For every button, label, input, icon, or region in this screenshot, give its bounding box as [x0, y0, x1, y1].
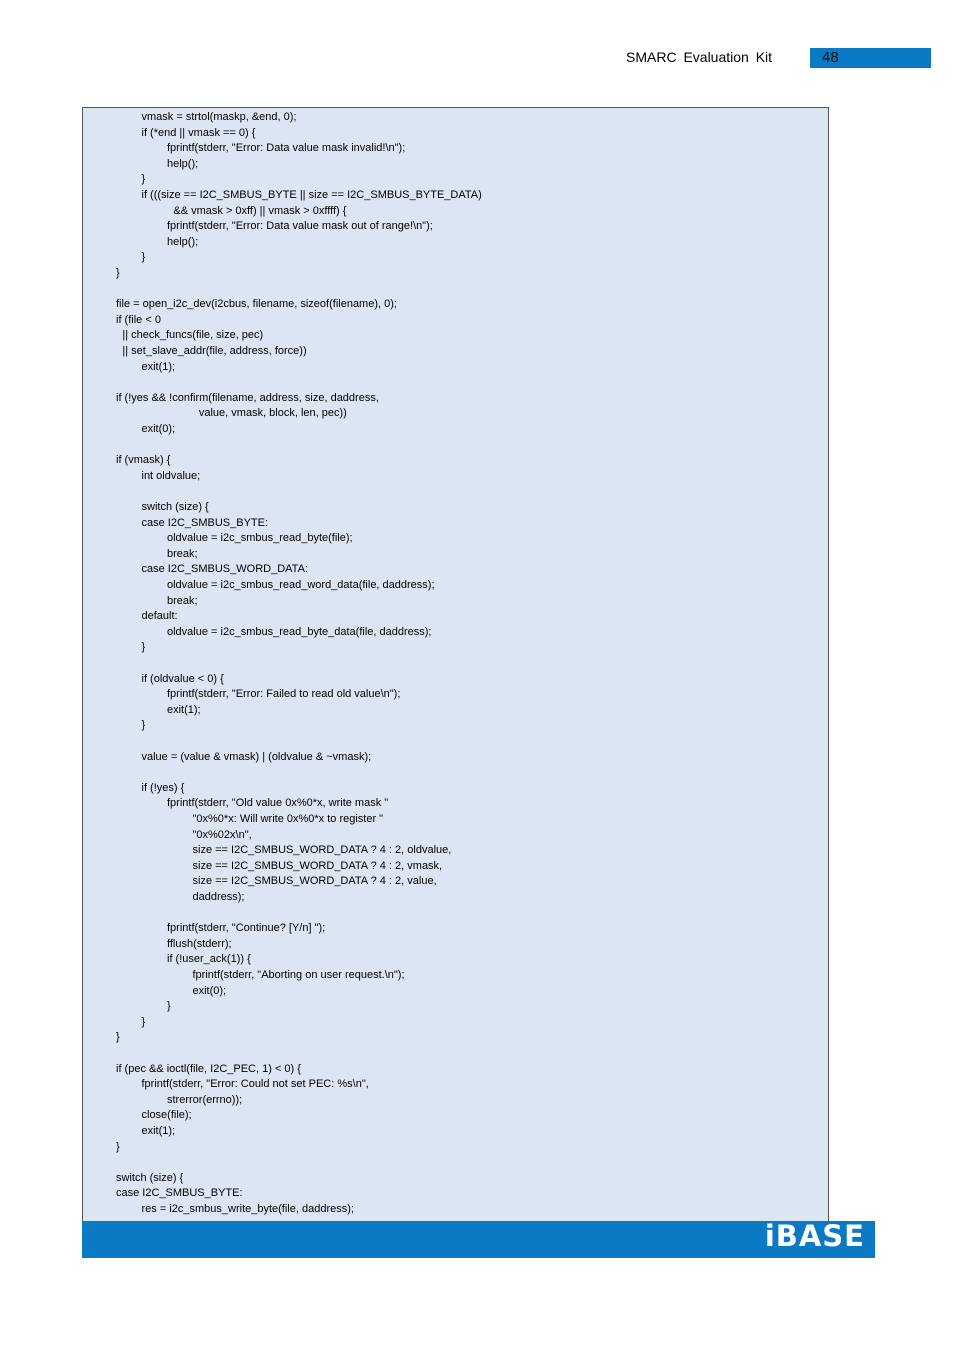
code-listing-box [82, 107, 829, 1222]
code-line: strerror(errno)); [167, 1093, 243, 1106]
code-line: if (pec && ioctl(file, I2C_PEC, 1) < 0) { [116, 1062, 301, 1075]
code-line: int oldvalue; [141, 469, 201, 482]
code-line: if (!user_ack(1)) { [167, 953, 251, 966]
code-line: exit(1); [167, 703, 201, 716]
code-line: break; [167, 594, 198, 607]
code-line: daddress); [192, 891, 245, 903]
code-line: case I2C_SMBUS_WORD_DATA: [141, 563, 308, 576]
code-line: file = open_i2c_dev(i2cbus, filename, sizeof(filename), 0); [116, 298, 397, 311]
code-line: } [116, 1140, 120, 1153]
code-line: oldvalue = i2c_smbus_read_byte_data(file, daddress); [167, 625, 432, 638]
code-line: exit(0); [192, 984, 227, 997]
code-line: if (((size == I2C_SMBUS_BYTE || size == I2C_SMBUS_BYTE_DATA) [141, 189, 482, 201]
code-line: } [141, 719, 146, 732]
code-line: case I2C_SMBUS_BYTE: [141, 516, 269, 529]
code-line: switch (size) { [141, 501, 209, 513]
code-line: } [116, 1031, 120, 1044]
code-line: fprintf(stderr, "Aborting on user request.\n"); [192, 969, 405, 981]
code-line: } [141, 173, 146, 186]
code-line: case I2C_SMBUS_BYTE: [116, 1187, 243, 1200]
page-number: 48 [822, 49, 839, 66]
header-title: SMARC Evaluation Kit [626, 49, 773, 65]
code-line: close(file); [141, 1109, 192, 1122]
code-line: exit(0); [141, 423, 176, 435]
code-line: oldvalue = i2c_smbus_read_byte(file); [167, 532, 353, 545]
code-line: value = (value & vmask) | (oldvalue & ~vmask); [141, 750, 372, 763]
code-line: fprintf(stderr, "Error: Data value mask invalid!\n"); [167, 142, 406, 155]
code-line: help(); [167, 235, 199, 248]
code-line: if (*end || vmask == 0) { [141, 126, 256, 139]
code-line: value, vmask, block, len, pec)) [198, 407, 347, 420]
footer-bar [82, 1221, 875, 1258]
code-line: "0x%02x\n", [192, 828, 252, 841]
code-line: switch (size) { [116, 1171, 184, 1184]
code-line: fprintf(stderr, "Continue? [Y/n] "); [167, 922, 326, 935]
code-line: fflush(stderr); [167, 937, 232, 950]
ibase-logo: iBASE [764, 1219, 865, 1253]
code-line: break; [167, 547, 198, 560]
code-line: if (!yes) { [141, 781, 185, 794]
code-line: size == I2C_SMBUS_WORD_DATA ? 4 : 2, vmask, [192, 859, 443, 872]
code-line: default: [141, 610, 178, 623]
code-line: "0x%0*x: Will write 0x%0*x to register " [192, 813, 384, 825]
code-line: } [141, 641, 146, 654]
code-line: fprintf(stderr, "Error: Data value mask out of range!\n"); [167, 220, 433, 233]
code-line: || set_slave_addr(file, address, force)) [122, 345, 307, 357]
code-line: size == I2C_SMBUS_WORD_DATA ? 4 : 2, oldvalue, [192, 844, 452, 857]
code-line: fprintf(stderr, "Error: Could not set PEC: %s\n", [141, 1078, 369, 1091]
code-line: oldvalue = i2c_smbus_read_word_data(file, daddress); [167, 579, 435, 591]
code-line: vmask = strtol(maskp, &end, 0); [141, 111, 297, 123]
page-number-bar [810, 48, 931, 68]
code-line: } [141, 1015, 146, 1028]
code-line: if (vmask) { [116, 454, 171, 467]
code-line: fprintf(stderr, "Old value 0x%0*x, write mask " [167, 797, 389, 810]
code-line: fprintf(stderr, "Error: Failed to read old value\n"); [167, 688, 401, 701]
code-line: exit(1); [141, 360, 176, 373]
code-line: if (file < 0 [116, 313, 161, 326]
code-line: } [141, 251, 146, 264]
code-line: res = i2c_smbus_write_byte(file, daddress); [141, 1203, 354, 1215]
code-line: if (oldvalue < 0) { [141, 672, 224, 685]
code-line: || check_funcs(file, size, pec) [122, 329, 264, 342]
code-line: && vmask > 0xff) || vmask > 0xffff) { [173, 204, 347, 217]
code-line: exit(1); [141, 1125, 176, 1137]
code-line: } [116, 267, 120, 279]
code-line: } [167, 1000, 171, 1013]
code-line: size == I2C_SMBUS_WORD_DATA ? 4 : 2, value, [192, 875, 437, 888]
code-line: help(); [167, 157, 199, 170]
code-line: if (!yes && !confirm(filename, address, size, daddress, [116, 391, 379, 404]
